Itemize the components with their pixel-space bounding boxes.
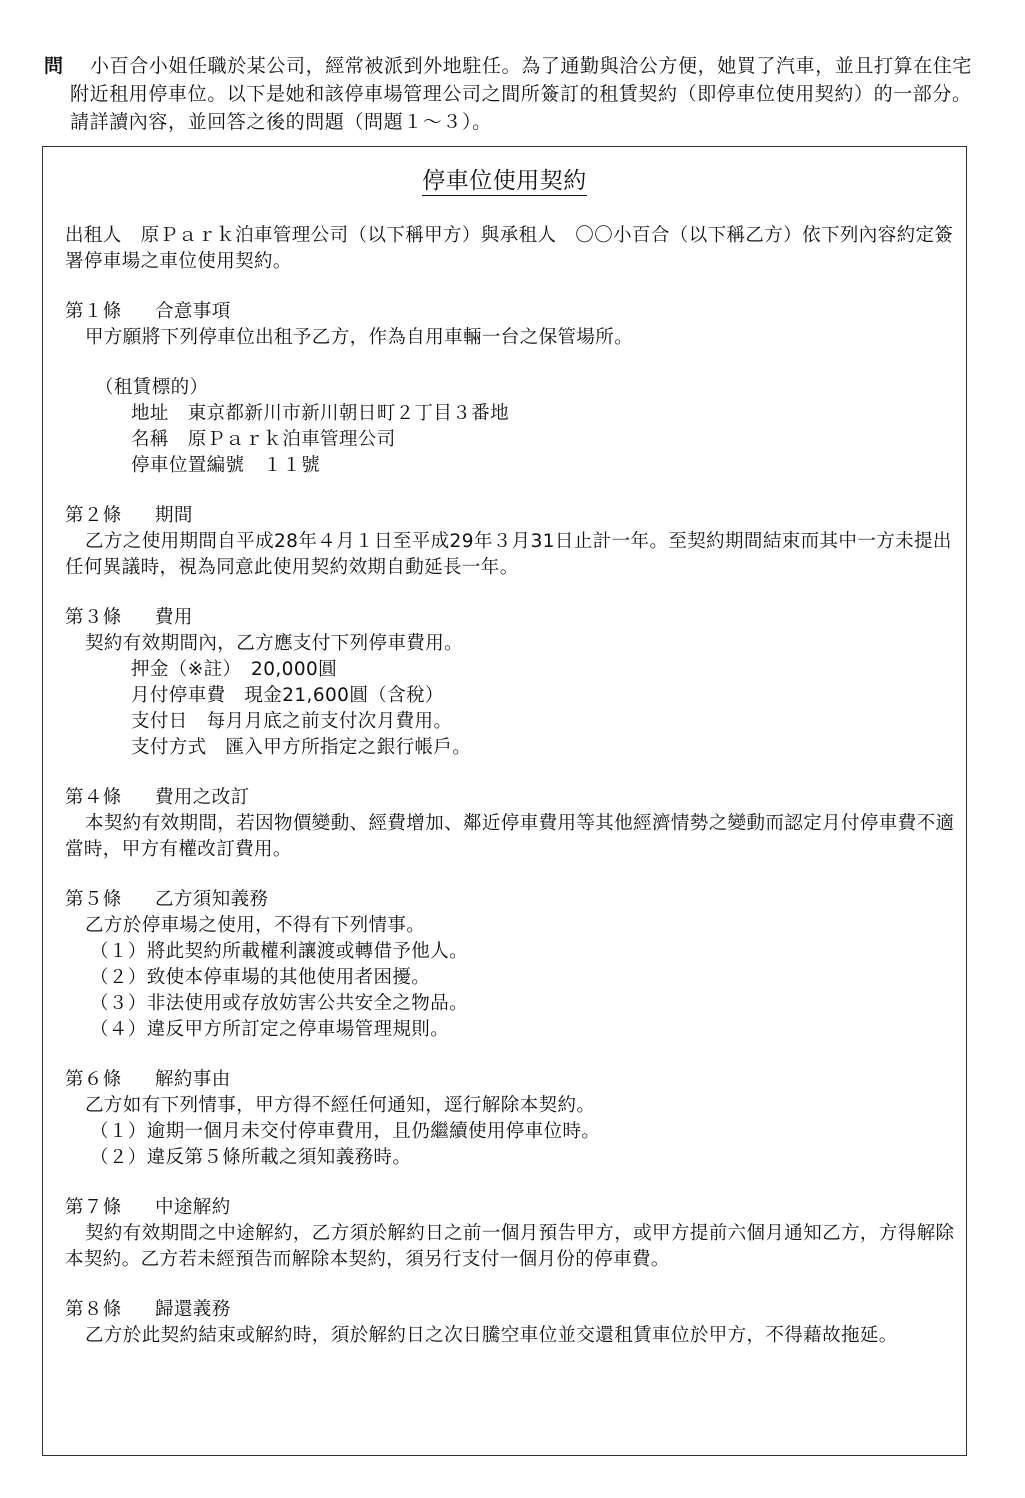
article-1-title: 合意事項	[155, 301, 231, 322]
article-4-title: 費用之改訂	[155, 787, 250, 808]
article-1-heading	[65, 299, 955, 325]
article-8-title: 歸還義務	[155, 1299, 231, 1320]
contract-body	[65, 223, 955, 1349]
lease-name: 名稱 原Ｐａｒｋ泊車管理公司	[131, 429, 396, 450]
article-7-number: 第７條	[65, 1197, 122, 1218]
article-3-body: 契約有效期間內，乙方應支付下列停車費用。	[85, 633, 464, 654]
article-8-heading	[65, 1297, 955, 1323]
fee-deposit: 押金（※註） 20,000圓	[131, 659, 338, 680]
article-4-number: 第４條	[65, 787, 122, 808]
article-2-number: 第２條	[65, 505, 122, 526]
lease-space-number: 停車位置編號 １１號	[131, 455, 321, 476]
article-2-body: 乙方之使用期間自平成28年４月１日至平成29年３月31日止計一年。至契約期間結束而其中一方未提出任何異議時，視為同意此使用契約效期自動延長一年。	[65, 531, 952, 578]
contract-title	[43, 165, 966, 197]
question-label: 問	[44, 55, 64, 77]
article-5-heading	[65, 887, 955, 913]
fee-payday: 支付日 每月月底之前支付次月費用。	[131, 711, 453, 732]
article-4-heading	[65, 785, 955, 811]
article-5-item-3: （３）非法使用或存放妨害公共安全之物品。	[90, 993, 469, 1014]
article-5-number: 第５條	[65, 889, 122, 910]
article-4-body: 本契約有效期間，若因物價變動、經費增加、鄰近停車費用等其他經濟情勢之變動而認定月付停車費不適當時，甲方有權改訂費用。	[65, 813, 955, 860]
question-block	[44, 52, 979, 136]
article-5-title: 乙方須知義務	[155, 889, 269, 910]
article-7-body: 契約有效期間之中途解約，乙方須於解約日之前一個月預告甲方，或甲方提前六個月通知乙方，方得解除本契約。乙方若未經預告而解除本契約，須另行支付一個月份的停車費。	[65, 1223, 955, 1270]
contract-box	[42, 146, 967, 1456]
article-8-body: 乙方於此契約結束或解約時，須於解約日之次日騰空車位並交還租賃車位於甲方，不得藉故拖延。	[85, 1325, 898, 1346]
article-1-number: 第１條	[65, 301, 122, 322]
article-6-body: 乙方如有下列情事，甲方得不經任何通知，逕行解除本契約。	[85, 1095, 596, 1116]
article-3-heading	[65, 605, 955, 631]
article-3-title: 費用	[155, 607, 193, 628]
article-5-item-2: （２）致使本停車場的其他使用者困擾。	[90, 967, 431, 988]
article-1-body: 甲方願將下列停車位出租予乙方，作為自用車輛一台之保管場所。	[85, 327, 634, 348]
article-2-title: 期間	[155, 505, 193, 526]
article-6-heading	[65, 1067, 955, 1093]
fee-monthly: 月付停車費 現金21,600圓（含稅）	[131, 685, 444, 706]
article-8-number: 第８條	[65, 1299, 122, 1320]
article-6-item-1: （１）逾期一個月未交付停車費用，且仍繼續使用停車位時。	[90, 1121, 601, 1142]
article-5-item-1: （１）將此契約所載權利讓渡或轉借予他人。	[90, 941, 469, 962]
article-5-body: 乙方於停車場之使用，不得有下列情事。	[85, 915, 426, 936]
article-7-title: 中途解約	[155, 1197, 231, 1218]
article-7-heading	[65, 1195, 955, 1221]
contract-title-text: 停車位使用契約	[422, 168, 587, 194]
article-5-item-4: （４）違反甲方所訂定之停車場管理規則。	[90, 1019, 450, 1040]
article-6-number: 第６條	[65, 1069, 122, 1090]
article-6-title: 解約事由	[155, 1069, 231, 1090]
lease-object-label: （租賃標的）	[95, 377, 209, 398]
article-6-item-2: （２）違反第５條所載之須知義務時。	[90, 1147, 412, 1168]
article-3-number: 第３條	[65, 607, 122, 628]
lease-address: 地址 東京都新川市新川朝日町２丁目３番地	[131, 403, 510, 424]
contract-intro: 出租人 原Ｐａｒｋ泊車管理公司（以下稱甲方）與承租人 〇〇小百合（以下稱乙方）依下列內容約定簽署停車場之車位使用契約。	[65, 225, 954, 272]
question-text: 小百合小姐任職於某公司，經常被派到外地駐任。為了通勤與洽公方便，她買了汽車，並且打算在住宅附近租用停車位。以下是她和該停車場管理公司之間所簽訂的租賃契約（即停車位使用契約）的一部分。請詳讀內容，並回答之後的問題（問題１～３）。	[70, 55, 973, 133]
fee-method: 支付方式 匯入甲方所指定之銀行帳戶。	[131, 737, 472, 758]
article-2-heading	[65, 503, 955, 529]
